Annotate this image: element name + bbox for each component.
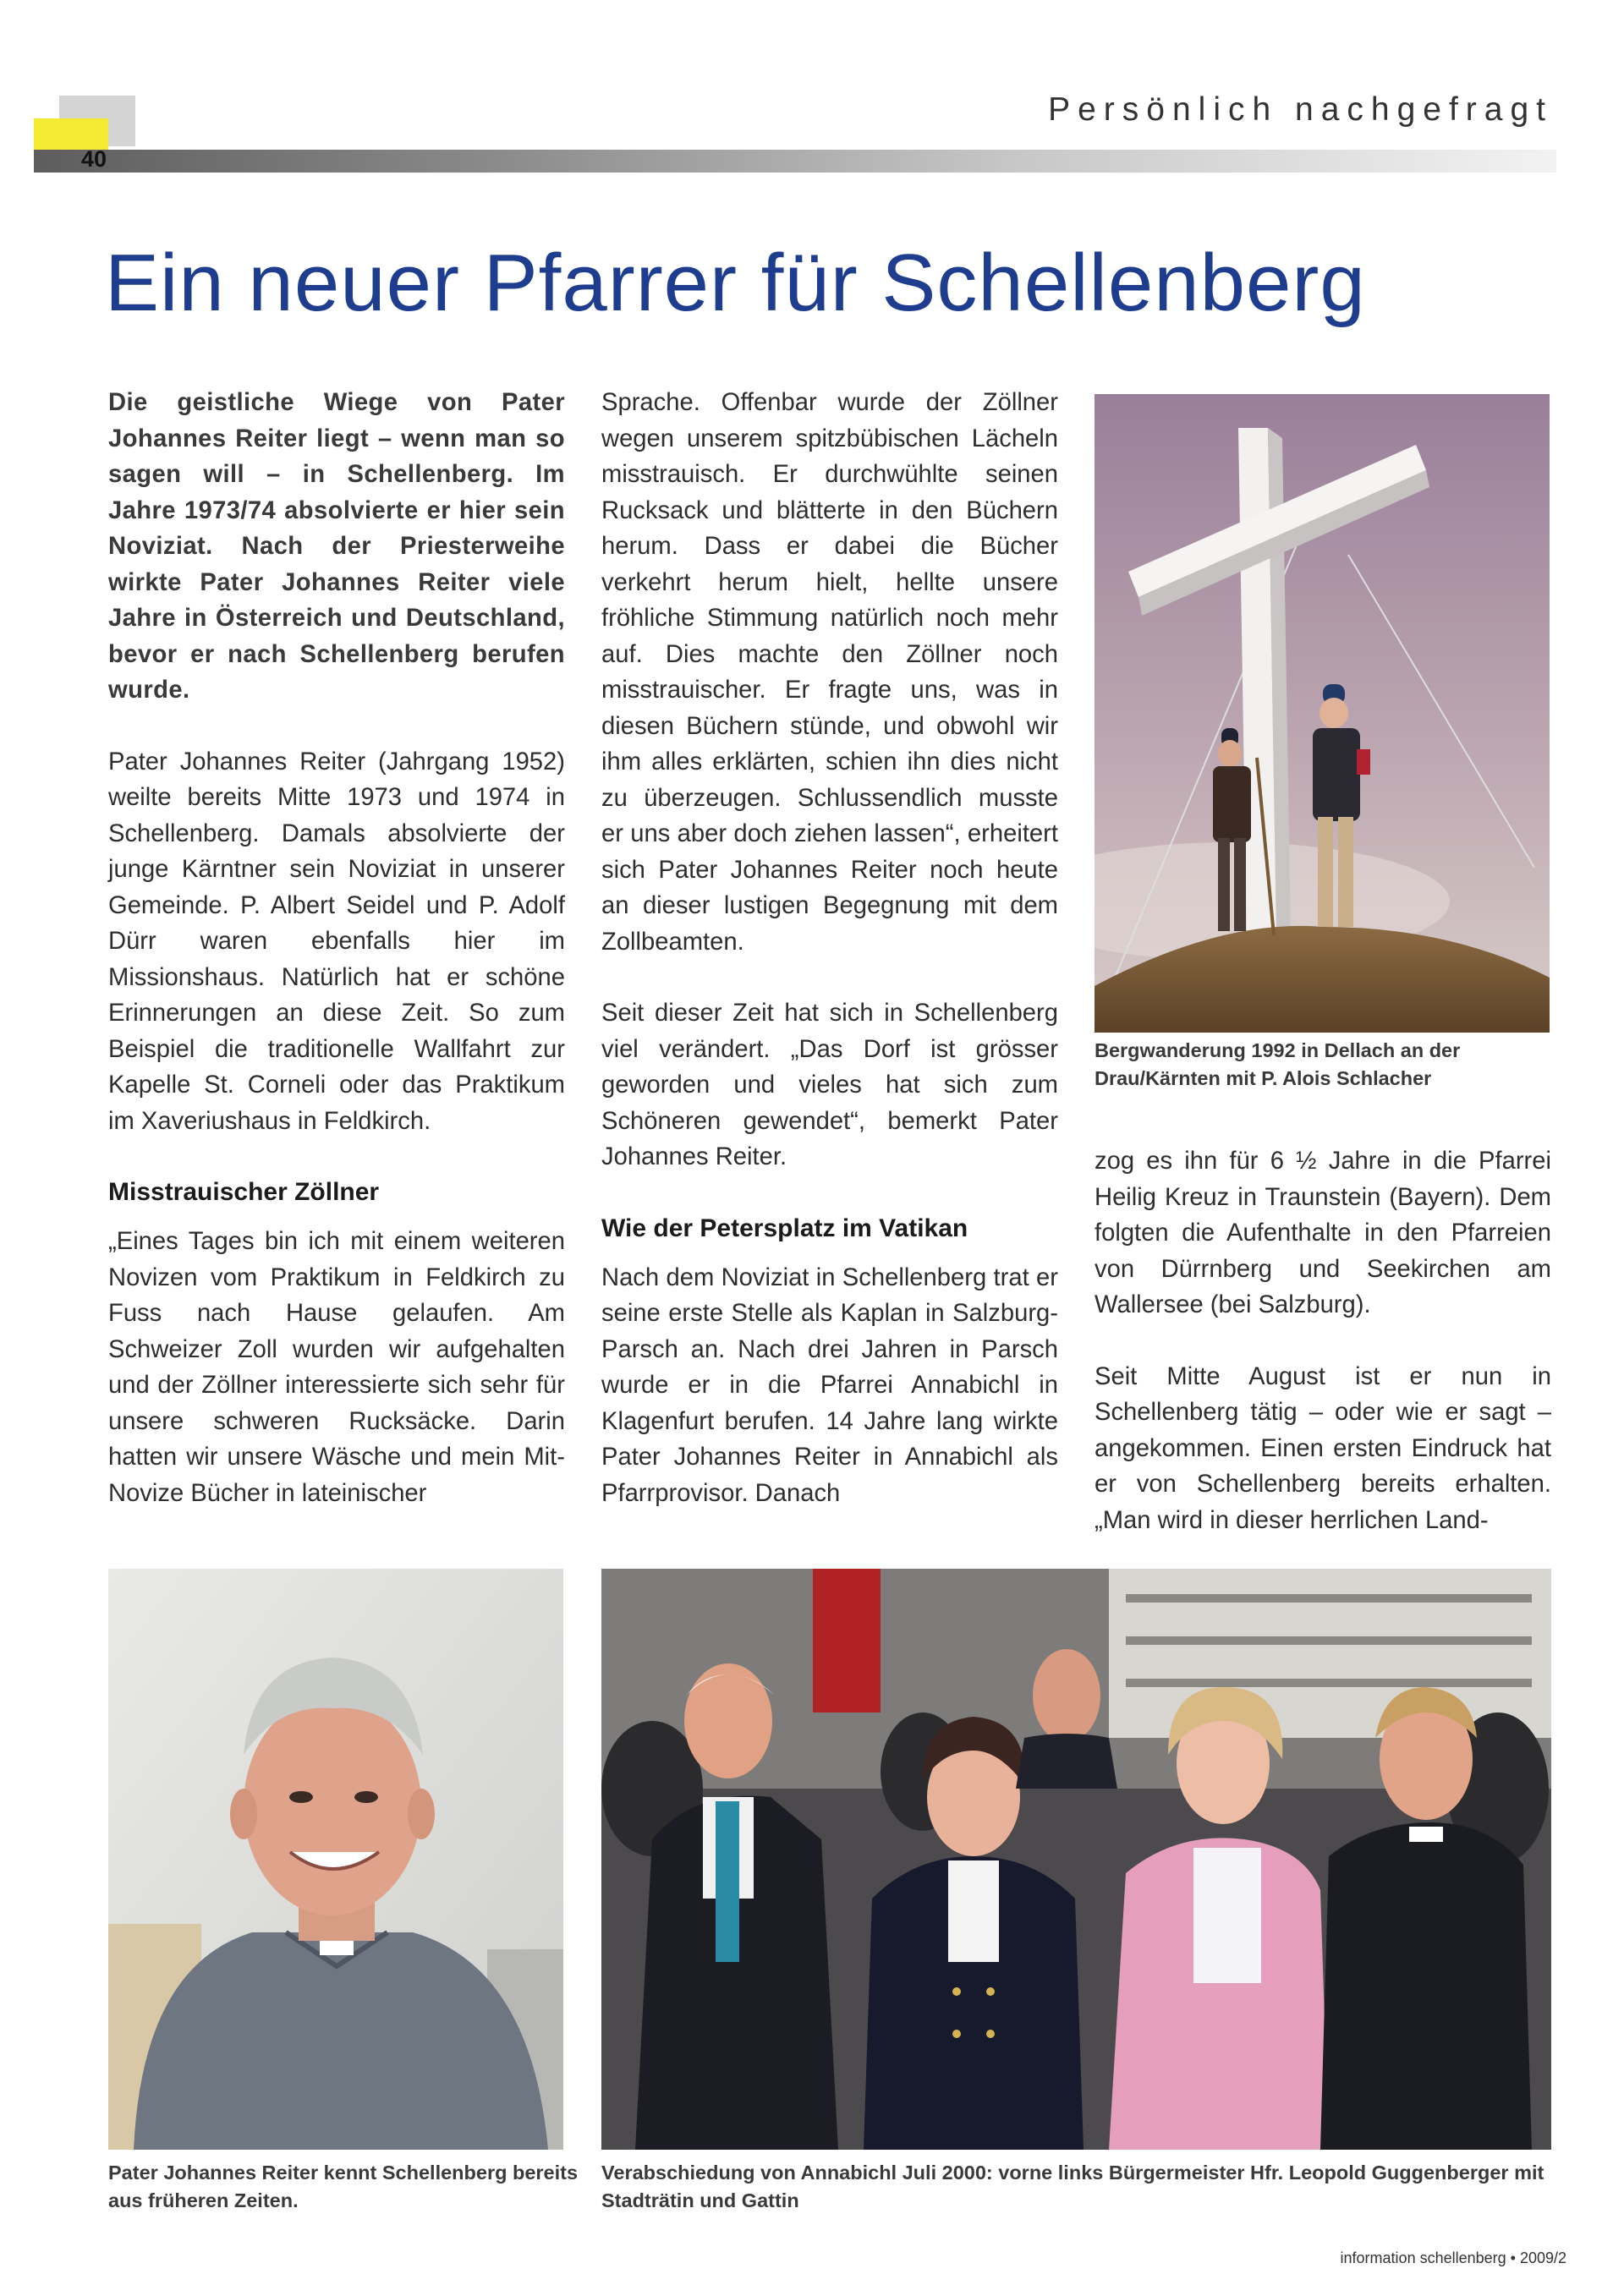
portrait-photo-caption: Pater Johannes Reiter kennt Schellenberg bereits aus früheren Zeiten. xyxy=(108,2162,579,2211)
article-title: Ein neuer Pfarrer für Schellenberg xyxy=(105,238,1366,328)
lead-paragraph: Die geistliche Wiege von Pater Johannes Reiter liegt – wenn man so sagen will – in Schellenberg. Im Jahre 1973/74 absolvierte er hier sein Noviziat. Nach der Priesterweihe wirkte Pater Johannes Reiter viele Jahre in Österreich und Deutschland, bevor er nach Schellenberg berufen wurde. xyxy=(108,389,565,704)
farewell-group-photo xyxy=(601,1569,1551,2150)
body-paragraph: Seit dieser Zeit hat sich in Schellenberg viel verändert. „Das Dorf ist grösser geworden und vieles hat sich zum Schöneren gewendet“, bemerkt Pater Johannes Reiter. xyxy=(601,1000,1058,1170)
pater-reiter-portrait-photo xyxy=(108,1569,563,2150)
section-label: Persönlich nachgefragt xyxy=(1048,91,1553,128)
body-paragraph: Nach dem Noviziat in Schellenberg trat er seine erste Stelle als Kaplan in Salzburg-Parsch an. Nach drei Jahren in Parsch wurde er in die Pfarrei Annabichl in Klagenfurt berufen. 14 Jahre lang wirkte Pater Johannes Reiter in Annabichl als Pfarrprovisor. Danach xyxy=(601,1263,1058,1507)
body-paragraph: Pater Johannes Reiter (Jahrgang 1952) weilte bereits Mitte 1973 und 1974 in Schellenberg. Damals absolvierte der junge Kärntner sein Noviziat in unserer Gemeinde. P. Albert Seidel und P. Adolf Dürr waren ebenfalls hier im Missionshaus. Natürlich hat er schöne Erinnerungen an diese Zeit. So zum Beispiel die traditionelle Wallfahrt zur Kapelle St. Corneli oder das Praktikum im Xaveriushaus in Feldkirch. xyxy=(108,748,565,1135)
page-number: 40 xyxy=(81,146,107,172)
farewell-photo-caption: Verabschiedung von Annabichl Juli 2000: vorne links Bürgermeister Hfr. Leopold Guggenberger mit Stadträtin und Gattin xyxy=(601,2162,1544,2211)
footer-publication: information schellenberg • 2009/2 xyxy=(1340,2249,1566,2266)
text-column-3 xyxy=(1095,1143,1551,1538)
subheading-petersplatz: Wie der Petersplatz im Vatikan xyxy=(601,1214,968,1242)
body-paragraph: zog es ihn für 6 ½ Jahre in die Pfarrei Heilig Kreuz in Traunstein (Bayern). Dem folgten die Aufenthalte in den Pfarreien von Dürrnberg und Seekirchen am Wallersee (bei Salzburg). xyxy=(1095,1148,1551,1318)
body-paragraph: „Eines Tages bin ich mit einem weiteren Novizen vom Praktikum in Feldkirch zu Fuss nach Hause gelaufen. Am Schweizer Zoll wurden wir aufgehalten und der Zöllner interessierte sich sehr für unsere schweren Rucksäcke. Darin hatten wir unsere Wäsche und mein Mit-Novize Bücher in lateinischer xyxy=(108,1228,565,1507)
mountain-summit-cross-photo xyxy=(1095,394,1550,1033)
body-paragraph: Sprache. Offenbar wurde der Zöllner wegen unserem spitzbübischen Lächeln misstrauisch. Er durchwühlte seinen Rucksack und blätterte in den Büchern herum. Dass er dabei die Bücher verkehrt herum hielt, hellte unsere fröhliche Stimmung natürlich noch mehr auf. Dies machte den Zöllner noch misstrauischer. Er fragte uns, was in diesen Büchern stünde, und obwohl wir ihm alles erklärten, schien ihn dies nicht zu überzeugen. Schlussendlich musste er uns aber doch ziehen lassen“, erheitert sich Pater Johannes Reiter noch heute an dieser lustigen Begegnung mit dem Zollbeamten. xyxy=(601,389,1058,956)
subheading-zoellner: Misstrauischer Zöllner xyxy=(108,1178,380,1206)
text-column-2 xyxy=(601,385,1058,1511)
mountain-photo-caption: Bergwanderung 1992 in Dellach an der Drau/Kärnten mit P. Alois Schlacher xyxy=(1095,1039,1461,1089)
body-paragraph: Seit Mitte August ist er nun in Schellenberg tätig – oder wie er sagt – angekommen. Einen ersten Eindruck hat er von Schellenberg bereits erhalten. „Man wird in dieser herrlichen Land- xyxy=(1095,1362,1551,1534)
text-column-1 xyxy=(108,385,565,1511)
header-gradient-bar xyxy=(34,150,1556,173)
